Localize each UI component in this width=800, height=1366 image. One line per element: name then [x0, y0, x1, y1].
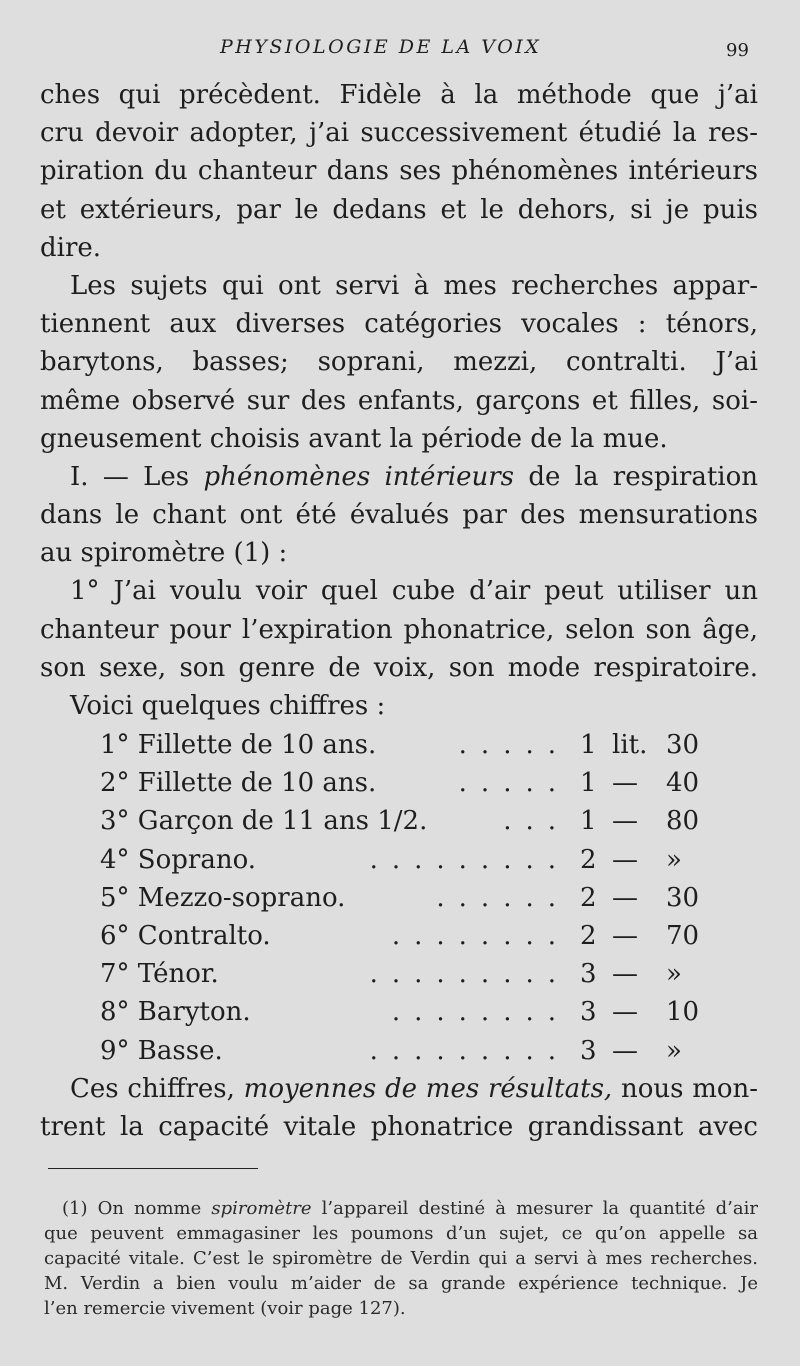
row-litres: 3 [580, 1035, 597, 1066]
table-row [100, 764, 720, 802]
table-row [100, 993, 720, 1031]
footnote-line: que peuvent emmagasiner les poumons d’un sujet, ce qu’on appelle sa [44, 1223, 758, 1244]
running-head [0, 36, 800, 66]
row-dash: — [612, 882, 638, 913]
row-label: 9° Basse. [100, 1035, 223, 1066]
row-dash: — [612, 1035, 638, 1066]
footnote-line-mixed [44, 1196, 758, 1221]
text-line: ches qui précèdent. Fidèle à la méthode que j’ai [40, 80, 758, 110]
row-decilitres: 70 [666, 920, 700, 951]
row-dash: — [612, 920, 638, 951]
italic-phrase: moyennes de mes résultats, [243, 1074, 613, 1104]
row-litres: 3 [580, 959, 597, 990]
row-label: 4° Soprano. [100, 844, 257, 875]
leader-dots: ........ [391, 997, 570, 1028]
row-dash: — [612, 768, 638, 799]
text-line: Les sujets qui ont servi à mes recherches appar- [70, 270, 758, 301]
running-title: PHYSIOLOGIE DE LA VOIX [220, 36, 542, 58]
text-line: piration du chanteur dans ses phénomènes intérieurs [40, 156, 758, 187]
row-label: 3° Garçon de 11 ans 1/2. [100, 806, 428, 837]
row-litres: 1 [580, 768, 597, 799]
row-decilitres: 30 [666, 730, 700, 760]
italic-term: spiromètre [211, 1198, 312, 1219]
text-line: et extérieurs, par le dedans et le dehors, si je puis [40, 194, 758, 225]
row-decilitres: 40 [666, 768, 700, 799]
text-line-mixed [40, 458, 758, 496]
page-number: 99 [726, 40, 749, 61]
text-line: cru devoir adopter, j’ai successivement étudié la res- [40, 118, 758, 149]
leader-dots: ......... [369, 959, 570, 990]
text-line: dans le chant ont été évalués par des mensurations [40, 500, 758, 531]
row-label: 8° Baryton. [100, 997, 251, 1028]
leader-dots: ..... [458, 730, 570, 760]
row-litres: 3 [580, 997, 597, 1028]
leader-dots: ..... [458, 768, 570, 799]
row-dash: — [612, 959, 638, 990]
row-dash: — [612, 844, 638, 875]
leader-dots: ......... [369, 844, 570, 875]
row-label: 1° Fillette de 10 ans. [100, 730, 377, 760]
table-row [100, 802, 720, 840]
table-row [100, 955, 720, 993]
text-fragment: de la respiration [528, 461, 759, 492]
table-row [100, 879, 720, 917]
row-litres: 2 [580, 882, 597, 913]
footnote-line: M. Verdin a bien voulu m’aider de sa grande expérience technique. Je [44, 1273, 758, 1294]
text-line: au spiromètre (1) : [40, 538, 288, 569]
text-line: dire. [40, 232, 102, 263]
row-decilitres: » [666, 1035, 682, 1066]
closing-text [40, 1070, 758, 1146]
text-line: même observé sur des enfants, garçons et filles, soi- [40, 385, 758, 416]
table-row [100, 1032, 720, 1070]
footnote-fragment: l’appareil destiné à mesurer la quantité d’air [321, 1198, 758, 1219]
row-label: 5° Mezzo-soprano. [100, 882, 346, 913]
table-row [100, 841, 720, 879]
row-decilitres: » [666, 959, 682, 990]
footnote-rule [48, 1168, 258, 1169]
row-decilitres: 10 [666, 997, 700, 1028]
table-row [100, 726, 720, 764]
row-litres: 2 [580, 920, 597, 951]
leader-dots: ... [503, 806, 570, 837]
text-line: barytons, basses; soprani, mezzi, contralti. J’ai [40, 347, 758, 378]
row-label: 2° Fillette de 10 ans. [100, 768, 377, 799]
text-line: 1° J’ai voulu voir quel cube d’air peut utiliser un [70, 576, 758, 607]
text-fragment: nous mon- [620, 1074, 759, 1104]
text-line: trent la capacité vitale phonatrice grandissant avec [40, 1112, 758, 1143]
text-line: chanteur pour l’expiration phonatrice, selon son âge, [40, 614, 758, 645]
table-row [100, 917, 720, 955]
row-decilitres: » [666, 844, 682, 875]
text-fragment: Ces chiffres, [70, 1074, 235, 1104]
leader-dots: ...... [436, 882, 570, 913]
text-fragment: I. — Les [70, 461, 190, 492]
row-decilitres: 30 [666, 882, 700, 913]
text-line: gneusement choisis avant la période de la mue. [40, 423, 668, 454]
footnote-fragment: (1) On nomme [62, 1198, 202, 1219]
row-litres: 1 [580, 730, 597, 760]
row-dash: — [612, 997, 638, 1028]
leader-dots: ........ [391, 920, 570, 951]
body-text [40, 76, 758, 725]
row-label: 7° Ténor. [100, 959, 219, 990]
leader-dots: ......... [369, 1035, 570, 1066]
text-line: tiennent aux diverses catégories vocales : ténors, [40, 309, 758, 340]
row-dash: — [612, 806, 638, 837]
row-label: 6° Contralto. [100, 920, 271, 951]
row-litres: 2 [580, 844, 597, 875]
text-line-mixed [40, 1070, 758, 1108]
row-litres: 1 [580, 806, 597, 837]
text-line: Voici quelques chiffres : [70, 691, 386, 721]
text-line: son sexe, son genre de voix, son mode respiratoire. [40, 652, 758, 683]
row-decilitres: 80 [666, 806, 700, 837]
row-unit: lit. [612, 730, 648, 760]
italic-phrase: phénomènes intérieurs [203, 461, 515, 492]
footnote-line: capacité vitale. C’est le spiromètre de Verdin qui a servi à mes recherches. [44, 1248, 758, 1269]
footnote-line: l’en remercie vivement (voir page 127). [44, 1298, 406, 1319]
footnote [44, 1196, 758, 1321]
vital-capacity-table [100, 726, 720, 1070]
